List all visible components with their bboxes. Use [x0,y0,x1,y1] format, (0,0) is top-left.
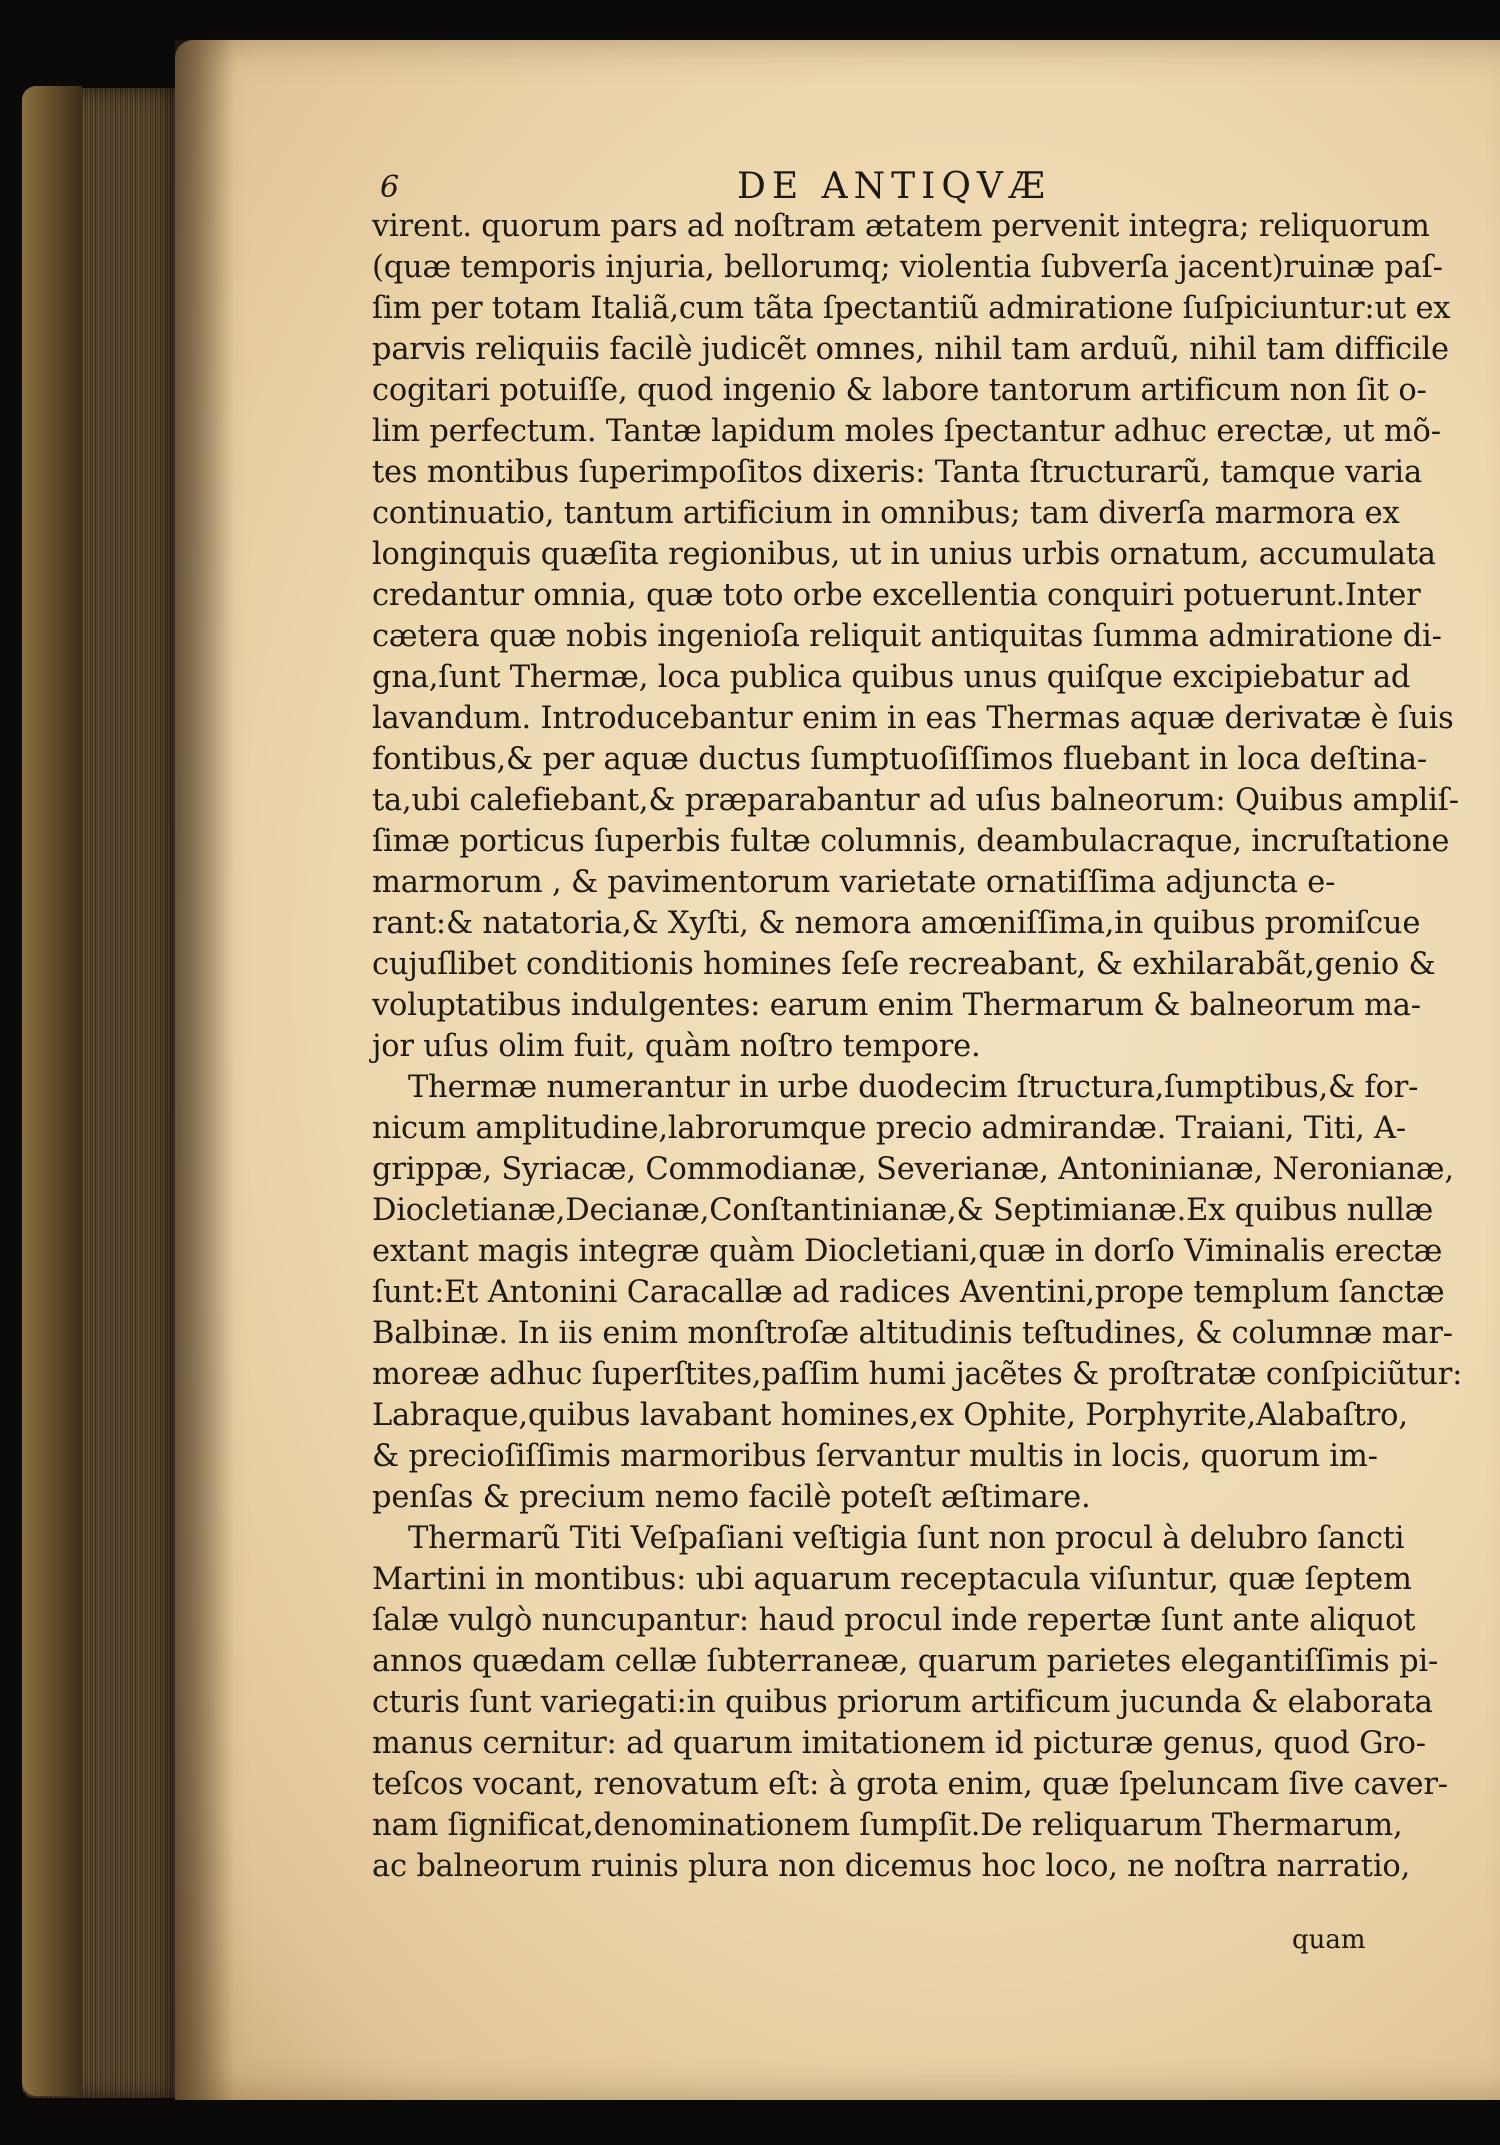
book-spine [22,86,82,2096]
text-line: manus cernitur: ad quarum imitationem id picturæ genus, quod Gro- [372,1726,1426,1761]
text-line: cturis ſunt variegati:in quibus priorum artificum jucunda & elaborata [372,1685,1433,1720]
text-line: grippæ, Syriacæ, Commodianæ, Severianæ, Antoninianæ, Neronianæ, [372,1152,1454,1187]
page-number: 6 [380,170,400,205]
text-line: Labraque,quibus lavabant homines,ex Ophite, Porphyrite,Alabaſtro, [372,1398,1408,1433]
text-line: ſim per totam Italiã,cum tãta ſpectantiũ admiratione ſuſpiciuntur:ut ex [372,291,1451,326]
text-line: ſimæ porticus ſuperbis fultæ columnis, deambulacraque, incruſtatione [372,824,1450,859]
text-line: lavandum. Introducebantur enim in eas Thermas aquæ derivatæ è ſuis [372,701,1454,736]
text-line: longinquis quæſita regionibus, ut in unius urbis ornatum, accumulata [372,537,1436,572]
text-line: lim perfectum. Tantæ lapidum moles ſpectantur adhuc erectæ, ut mõ- [372,414,1441,449]
text-line: teſcos vocant, renovatum eſt: à grota enim, quæ ſpeluncam ſive caver- [372,1767,1448,1802]
gutter-shadow [175,40,235,2100]
text-line: tes montibus ſuperimpoſitos dixeris: Tanta ſtructurarũ, tamque varia [372,455,1422,490]
text-line: continuatio, tantum artificium in omnibus; tam diverſa marmora ex [372,496,1400,531]
running-head [372,164,1390,206]
text-line: cogitari potuiſſe, quod ingenio & labore tantorum artificum non ſit o- [372,373,1427,408]
text-block [372,164,1463,1887]
text-line: Thermæ numerantur in urbe duodecim ſtructura,ſumptibus,& for- [408,1070,1419,1105]
text-line: virent. quorum pars ad noſtram ætatem pervenit integra; reliquorum [372,209,1430,244]
text-line: (quæ temporis injuria, bellorumq; violentia ſubverſa jacent)ruinæ paſ- [372,250,1443,285]
text-line: annos quædam cellæ ſubterraneæ, quarum parietes elegantiſſimis pi- [372,1644,1439,1679]
text-line: penſas & precium nemo facilè poteſt æſtimare. [372,1480,1091,1515]
text-line: extant magis integræ quàm Diocletiani,quæ in dorſo Viminalis erectæ [372,1234,1443,1269]
text-line: marmorum , & pavimentorum varietate ornatiſſima adjuncta e- [372,865,1336,900]
catchword: quam [1292,1925,1366,1955]
text-line: cætera quæ nobis ingenioſa reliquit antiquitas ſumma admiratione di- [372,619,1442,654]
text-line: jor uſus olim fuit, quàm noſtro tempore. [372,1029,981,1064]
running-title: DE ANTIQVÆ [737,166,1051,207]
text-line: nicum amplitudine,labrorumque precio admirandæ. Traiani, Titi, A- [372,1111,1406,1146]
text-line: fontibus,& per aquæ ductus ſumptuoſiſſimos fluebant in loca deſtina- [372,742,1427,777]
text-line: voluptatibus indulgentes: earum enim Thermarum & balneorum ma- [372,988,1421,1023]
text-line: & precioſiſſimis marmoribus ſervantur multis in locis, quorum im- [372,1439,1378,1474]
text-line: ſunt:Et Antonini Caracallæ ad radices Aventini,prope templum ſanctæ [372,1275,1445,1310]
text-line: Thermarũ Titi Veſpaſiani veſtigia ſunt non procul à delubro ſancti [408,1521,1405,1556]
text-line: cujuſlibet conditionis homines ſeſe recreabant, & exhilarabãt,genio & [372,947,1436,982]
text-line: Diocletianæ,Decianæ,Conſtantinianæ,& Septimianæ.Ex quibus nullæ [372,1193,1434,1228]
text-line: credantur omnia, quæ toto orbe excellentia conquiri potuerunt.Inter [372,578,1421,613]
text-line: moreæ adhuc ſuperſtites,paſſim humi jacẽtes & proſtratæ conſpiciũtur: [372,1357,1463,1392]
text-line: nam ſignificat,denominationem ſumpſit.De reliquarum Thermarum, [372,1808,1403,1843]
text-line: rant:& natatoria,& Xyſti, & nemora amœniſſima,in quibus promiſcue [372,906,1421,941]
text-line: Balbinæ. In iis enim monſtroſæ altitudinis teſtudines, & columnæ mar- [372,1316,1453,1351]
text-line: parvis reliquiis facilè judicẽt omnes, nihil tam arduũ, nihil tam difficile [372,332,1449,367]
text-line: ta,ubi calefiebant,& præparabantur ad uſus balneorum: Quibus ampliſ- [372,783,1459,818]
text-line: Martini in montibus: ubi aquarum receptacula viſuntur, quæ ſeptem [372,1562,1412,1597]
text-line: ac balneorum ruinis plura non dicemus hoc loco, ne noſtra narratio, [372,1849,1411,1884]
body-text [372,206,1463,1887]
text-line: gna,ſunt Thermæ, loca publica quibus unus quiſque excipiebatur ad [372,660,1411,695]
text-line: ſalæ vulgò nuncupantur: haud procul inde repertæ ſunt ante aliquot [372,1603,1416,1638]
